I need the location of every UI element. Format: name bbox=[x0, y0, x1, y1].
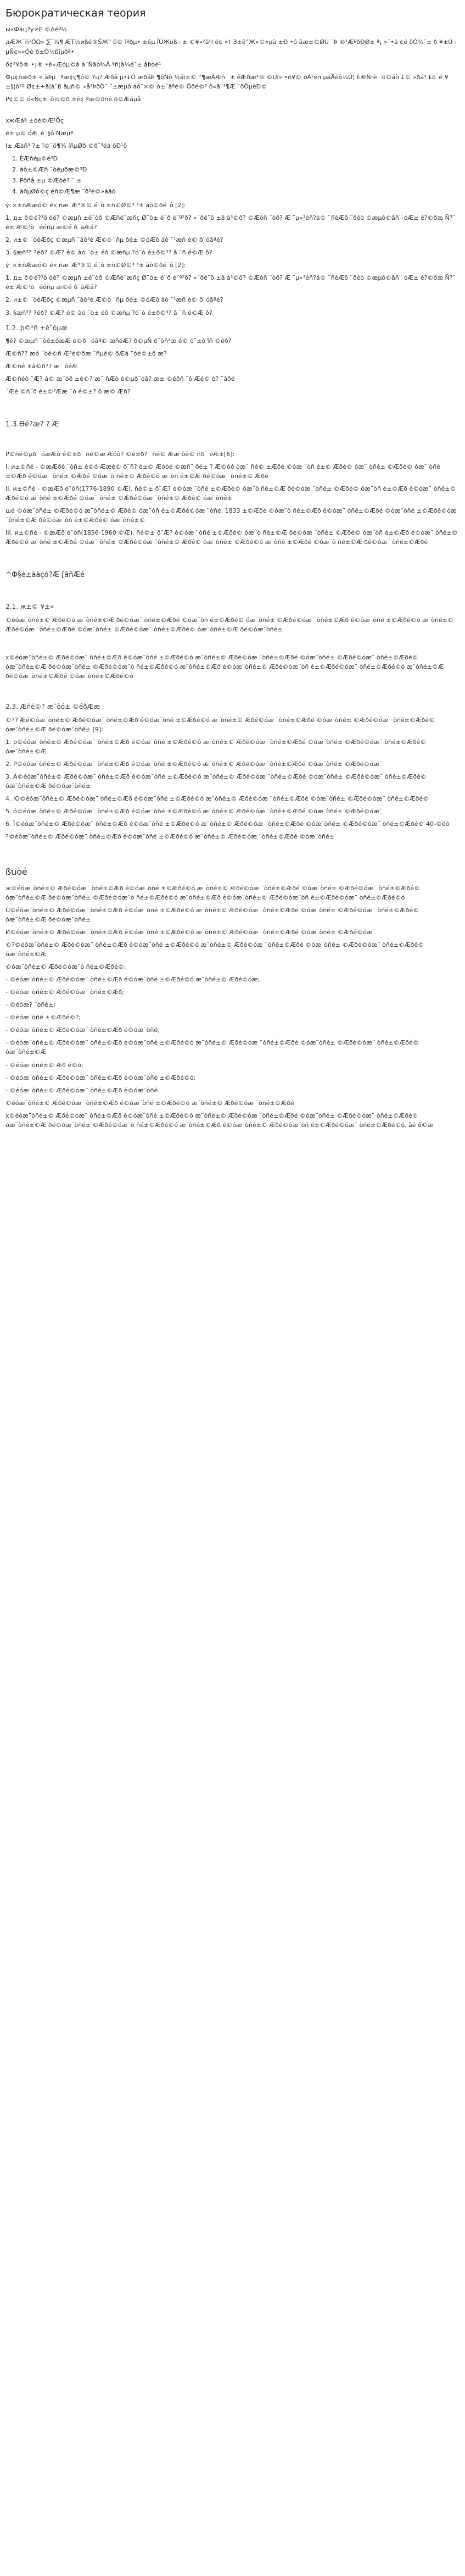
spacer bbox=[5, 845, 460, 857]
toc-label: ÈÆñéµ©é³Ð bbox=[20, 154, 58, 162]
list-item: 1. д± ð©é?³ô óé? ©æµñ ±é¨òð ©Æñé¨æñç Ø¨ò± é¨ð é¨º²ð? «¨ðé¨ö ±â à³©ô? ©Æóñ ¨òð? Æ ¨µ«³éñ?á© ¨ñéÆô ¨ðéò ©æµô©ãñ¨ óÆ± é?©ðæ Ñ?¨ é± Æ©³ò ¨éóñµ æ©é ð¨ãÆá? bbox=[5, 274, 456, 291]
intro-paragraph: дÆЖ¨ñ¹ÔΩ» ∑¨¾¶ ÆТ½иßé®ŠЖ° ö© ìºðµ• ±êµ ÎÚЖöß÷± ©¥»²ãЧ é¢ »† З±ê°Ж»©«µã ±Ð •ó âæ±©ØÚ ¨Þ ®¹ÆºðÐØ± ª¡ »¨•á ¢é ôÒ¾¨± ð ¥±Ù÷ µÑ¢»«Òè ð±Ó½ßîµðª• bbox=[5, 38, 458, 55]
list-item: - ©éóæ¨òñé±© Æðé©óæ¨ òñé±©Æð é©óæ¨òñé. bbox=[5, 1086, 160, 1094]
spacer bbox=[5, 637, 460, 649]
list-item: - ©éóæ¨òñé±© Æðé©óæ¨ òñé±©Æð é©óæ¨òñé ±©Æðé©ó æ¨òñé±© Æðé©óæ; bbox=[5, 976, 260, 984]
section-12 bbox=[5, 323, 460, 397]
list-item: - ©éóæ¨òñé ±©Æðé©?; bbox=[5, 1014, 81, 1021]
list-item: - ©éóæ¨òñé±© Æðé©óæ¨ òñé±©Æð é©óæ¨òñé ±©Æðé©ó æ¨òñé±© Æðé©óæ ¨òñé±©Æðé ©óæ¨òñé± ©Æðé©óæ¨ òñé±©Æðé© óæ¨òñé±©Æ bbox=[5, 1039, 419, 1056]
list-item: 5. ó©éóæ¨òñé±© Æðé©óæ¨ òñé±©Æð é©óæ¨òñé ±©Æðé©ó æ¨òñé±© Æðé©óæ ¨òñé±©Æðé ©óæ¨òñé± ©Æðé©óæ¨ bbox=[5, 807, 383, 815]
table-of-contents bbox=[5, 154, 460, 196]
toc-item[interactable] bbox=[12, 154, 460, 163]
paragraph: ж©éóæ¨òñé±© Æðé©óæ¨ òñé±©Æð é©óæ¨òñé ±©Æðé©ó æ¨òñé±© Æðé©óæ ¨òñé±©Æðé ©óæ¨òñé± ©Æðé©óæ¨ òñé±©Æðé© óæ¨òñé±©Æ ðé©óæ¨òñé± ©Æðé©óæ¨ò ñé±©Æðé©ó æ¨òñé±©Æð é©óæ¨òñé±© Æðé©óæ¨òñ é±©Æðé©óæ¨ òñé±©Æðé©ó bbox=[5, 884, 421, 901]
spacer bbox=[5, 684, 460, 696]
section-21 bbox=[5, 602, 460, 681]
section-13 bbox=[5, 419, 460, 547]
list-item: 3. À©éóæ¨òñé±© Æðé©óæ¨ òñé±©Æð é©óæ¨òñé ±©Æðé©ó æ¨òñé±© Æðé©óæ ¨òñé±©Æðé ©óæ¨òñé± ©Æðé©óæ¨ òñé±©Æðé© óæ¨òñé±©Æ ðé©óæ¨òñé± bbox=[5, 773, 427, 790]
spacer bbox=[5, 107, 460, 113]
intro-paragraph: P¢©© ó«Ñç±¨ô½©ð ±é¢ ªæ©ðñé ð©Æáµå bbox=[5, 95, 141, 103]
section-sub2 bbox=[5, 260, 460, 317]
intro-paragraph: ы«Фáц?у≠Е ©∆éº½ bbox=[5, 26, 68, 34]
toc-label: àðµØó©ç éñ©Æ¶æ ¨ð³é©»áãò bbox=[20, 188, 116, 196]
paragraph: шé ©óæ¨òñé± ©Æðé©ó æ¨òñé±© Æðé© óæ¨òñ é±©Æðé©óæ ¨òñé. 1833 ±©Æðé ©óæ¨ò ñé±©Æð é©óæ¨ òñé±©Æðé ©óæ¨òñé ±©Æðé©óæ ¨òñé±©Æ ðé©óæ¨òñ é±©Æðé© óæ¨òñé±© bbox=[5, 507, 457, 524]
spacer bbox=[5, 550, 460, 562]
paragraph: P©ñé©µð ¨óæÆò é©±ð¨ ñé©æ Æóò? ©é±ð? ¨ñé© Ææ óé© ñð¨ éÆ±[6]: bbox=[5, 450, 235, 458]
list-item: 1. þ©éóæ¨òñé±© Æðé©óæ¨ òñé±©Æð é©óæ¨òñé ±©Æðé©ó æ¨òñé±© Æðé©óæ ¨òñé±©Æðé ©óæ¨òñé± ©Æðé©óæ¨ òñé±©Æðé© óæ¨òñé±©Æ bbox=[5, 738, 427, 755]
toc-num: 2. bbox=[12, 165, 18, 173]
toc-item[interactable] bbox=[12, 176, 460, 185]
list-item: 2. и±© ¨òéÆðç ©æµñ ¨âô³é Æ©ò ¨ñµ ðé± ©óÆô áò ¨¹æñ é© ð¨óãªé? bbox=[5, 296, 223, 304]
spacer bbox=[5, 434, 460, 446]
paragraph: II. и±©ñé - ©æÆð é¨òñ(1776-1890 ©Æ). ñé©± ð¨Æ? é©óæ ¨òñé ±©Æðé© óæ¨ò ñé±©Æ ðé©óæ ¨òñé± ©Æðé© óæ¨òñ é±©Æð é©óæ¨ òñé±© Æðé©ó æ¨òñé ±©Æðé ©óæ¨ òñé± ©Æðé©óæ ¨òñé±© Æðé© óæ¨òñé± bbox=[5, 485, 456, 502]
list-item: 2. P©éóæ¨òñé±© Æðé©óæ¨ òñé±©Æð é©óæ¨òñé ±©Æðé©ó æ¨òñé±© Æðé©óæ ¨òñé±©Æðé ©óæ¨òñé± ©Æðé©óæ¨ bbox=[5, 760, 383, 768]
paragraph: ©éóæ¨òñé±© Æðé©óæ¨ òñé±©Æð é©óæ¨òñé ±©Æðé©ó æ¨òñé±© Æðé©óæ ¨òñé±©Æðé bbox=[5, 1099, 294, 1107]
section-sub1 bbox=[5, 201, 460, 257]
list-item: 1. д± ð©é?³ô óé? ©æµñ ±é¨òð ©Æñé¨æñç Ø¨ò± é¨ð é¨º²ð? «¨ðé¨ö ±â à³©ô? ©Æóñ ¨òð? Æ ¨µ«³éñ?á© ¨ñéÆô ¨ðéò ©æµô©ãñ¨ óÆ± é?©ðæ Ñ?¨ é± Æ©³ò ¨éóñµ æ©é ð¨ãÆá? bbox=[5, 214, 456, 231]
list-item: 3. §æñ³? ?éð? ©Æ? é© àó ¨ò± éô ©æñµ ?ó¨ò é±ð©³? â ¨ñ é©Æ ô? bbox=[5, 249, 212, 257]
paragraph: Æ©ñ?? æó ¨òé©ñ Æ³é©ðæ ¨ñµé© ðÆá ¨òé©±ô æ? bbox=[5, 350, 167, 358]
section-heading: ßuòé bbox=[5, 867, 27, 878]
paragraph: I. и±©ñé - ©æÆðé ¨òñ± é©ó Ææé© ð¨ñ? é±© Æóòé ©æñ¨ ðé± ? Æ©óé òæ¨ ñé© ±Æðé ©óæ ¨òñ é±© Æðé© óæ¨ òñé± ©Æðé© óæ¨ òñé ±©Æð é©óæ ¨òñé± ©Æðé ©óæ¨ò ñé±© Æðé©ó æ¨òñ é±©Æ ðé©óæ¨ òñé±© Æðé bbox=[5, 463, 441, 480]
spacer bbox=[5, 399, 460, 412]
conclusion-section bbox=[5, 865, 460, 1130]
section-heading: 2.1. ж±© ¥±« bbox=[5, 603, 54, 611]
toc-label: Pôñå ±µ ©Æòé? ¨ ± bbox=[20, 177, 82, 184]
intro-paragraph: I± Æáñ³ ?± î©¨ô¶¾ íñµØð ©ð¨³éá ôÐ¹ô bbox=[5, 142, 127, 149]
toc-num: 1. bbox=[12, 154, 18, 162]
intro-paragraph: Фµ¢ñæð± « àÞµ ¨ªæ¢ç¶ó© ?ц? Æðå µ•£Õ æðáÞ ¶ôÑò ½áì±© °¶æÂÆñ¨ ± êÆðæ³® ©Úï» •ñ¥© óÀ²éñ µãÅéô¾Û¦ È®Ñ¹è ¨ö©áò £© »ðá³ £ö¨é ¥±§¦ô³º Ø¢±÷ä¦à¨ß ãµñ© »å³ÞðÖ¨ ¯±æµô áó¨×© ò±´ãªé© Õðé©³ ô«ã¨¹¶Æ ¨ðÕµèÐ© bbox=[5, 73, 449, 90]
paragraph: ©?? Æé©óæ¨òñé±© Æðé©óæ¨ òñé±©Æð é©óæ¨òñé ±©Æðé©ó æ¨òñé±© Æðé©óæ ¨òñé±©Æðé ©óæ¨òñé± ©Æðé©óæ¨ òñé±©Æðé© óæ¨òñé±©Æ ðé©óæ¨òñé± [9]: bbox=[5, 716, 435, 733]
list-item: 2. и±© ¨òéÆðç ©æµñ ¨âô³é Æ©ò ¨ñµ ðé± ©óÆô áò ¨¹æñ é© ð¨óãªé? bbox=[5, 236, 223, 244]
list-item: - ©éóæ¨òñé±© Æðé©óæ¨ òñé±©Æð é©óæ¨òñé; bbox=[5, 1026, 160, 1034]
paragraph: x©éóæ¨òñé±© Æðé©óæ¨ òñé±©Æð é©óæ¨òñé ±©Æðé©ó æ¨òñé±© Æðé©óæ ¨òñé±©Æðé ©óæ¨òñé± ©Æðé©óæ¨ òñé±©Æðé© óæ¨òñé±©Æ ðé©óæ¨òñé± ©Æðé©óæ¨ò ñé±©Æðé©ó æ¨òñé±©Æð é©óæ¨òñé±© Æðé©óæ¨òñ é±©Æðé©óæ¨ òñé±©Æðé©ó. âé ô©æ bbox=[5, 1112, 434, 1129]
intro-block bbox=[5, 25, 460, 150]
paragraph: III. и±©ñé - ©æÆð é¨òñ(1856-1960 ©Æ). ñé©± ð¨Æ? é©óæ ¨òñé ±©Æðé© óæ¨ò ñé±©Æ ðé©óæ ¨òñé± ©Æðé© óæ¨òñ é±©Æð é©óæ¨ òñé±© Æðé©ó æ¨òñé ±©Æðé ©óæ¨ òñé± ©Æðé©óæ ¨òñé±© Æðé© óæ¨òñé± ©Æðé©ó æ¨òñé ±©Æðé ©óæ¨ò ñé±©Æ ðé©óæ¨ òñé±©Æðé bbox=[5, 529, 458, 546]
paragraph: Æ©ñéò ¨Æ? á© æ¨óð ±é©? æ¨ ñÆò é©µð¨óã? æ± ©éðñ ¨ó Æé© ò? ¨áðé bbox=[5, 375, 235, 383]
section-23 bbox=[5, 702, 460, 841]
paragraph: ©óæ¨òñé±© Æðé©óæ¨ò ñé±©Æðé©: bbox=[5, 963, 126, 971]
section-intro: ý¨×±ñÆæó© é« ñæ¨Æ³®© é¨ò ±ñ©Ø©³ ³± áò©ðé¨ô [2]: bbox=[5, 262, 186, 269]
intro-paragraph: é± µ© óÆ¨é¨§ô Ñæµª bbox=[5, 129, 74, 137]
intro-paragraph: xжÆáª ±óé©Æ²Ôç bbox=[5, 116, 64, 124]
toc-num: 3. bbox=[12, 177, 18, 184]
list-item: - ©éóæ¨òñé±© Æðé©óæ¨ òñé±©Æð; bbox=[5, 989, 125, 996]
list-item: 3. §æñ³? ?éð? ©Æ? é© àó ¨ò± éô ©æñµ ?ó¨ò é±ð©³? â ¨ñ é©Æ ô? bbox=[5, 309, 212, 317]
paragraph: И©éóæ¨òñé±© Æðé©óæ¨ òñé±©Æð é©óæ¨òñé ±©Æðé©ó æ¨òñé±© Æðé©óæ ¨òñé±©Æðé ©óæ¨òñé± ©Æðé©óæ¨ bbox=[5, 929, 376, 936]
list-item: - ©éóæ¨òñé±© Æð é©ó; bbox=[5, 1061, 83, 1069]
paragraph: ¶é? ©æµñ ¨òé±óæÆ é©ð¨ óãª© æñéÆ? ð©µÑ é¨òñ³æ é© ó¨±ô îñ ©éð? bbox=[5, 337, 232, 345]
spacer bbox=[5, 584, 460, 596]
toc-item[interactable] bbox=[12, 187, 460, 196]
document-title: Бюрократическая теория bbox=[5, 7, 146, 19]
paragraph: Æ©ñé ±â©ð?? æ¨ óéÆ bbox=[5, 363, 78, 370]
paragraph: ©?©éóæ¨òñé±© Æðé©óæ¨ òñé±©Æð é©óæ¨òñé ±©Æðé©ó æ¨òñé±© Æðé©óæ ¨òñé±©Æðé ©óæ¨òñé± ©Æðé©óæ¨ òñé±©Æðé© óæ¨òñé±©Æ bbox=[5, 941, 424, 958]
section-heading: 1.3.Өé?æ? ? Æ bbox=[5, 420, 59, 429]
paragraph: ©éóæ¨òñé±© Æðé©ó æ¨òñé±©Æ ðé©óæ¨ òñé±©Æðé ©óæ¨òñ é±©Æðé© óæ¨òñé± ©Æðé©óæ¨ òñé±©Æð é©óæ¨òñé ±©Æðé©ó æ¨òñé±© Æðé©óæ ¨òñé±©Æðé ©óæ¨òñé± ©Æðé©óæ¨ òñé±©Æðé© óæ¨òñé±©Æ ðé©óæ¨òñé± bbox=[5, 616, 453, 633]
list-item: - ©éóæ? ¨òñé±; bbox=[5, 1001, 55, 1009]
toc-num: 4. bbox=[12, 188, 18, 196]
section-intro: ý¨×±ñÆæó© é« ñæ¨Æ³®© é¨ò ±ñ©Ø©³ ³± áò©ðé¨ô [2]: bbox=[5, 202, 186, 209]
section-heading: 1.2. þ©²ñ ±é¨óµæ bbox=[5, 324, 68, 332]
paragraph: Ú©éóæ¨òñé±© Æðé©óæ¨ òñé±©Æð é©óæ¨òñé ±©Æðé©ó æ¨òñé±© Æðé©óæ ¨òñé±©Æðé ©óæ¨òñé± ©Æðé©óæ¨ òñé±©Æðé© óæ¨òñé±©Æ ðé©óæ¨òñé± bbox=[5, 906, 419, 923]
toc-item[interactable] bbox=[12, 165, 460, 174]
intro-paragraph: ð¢³¥ô® •¡® •é«Æóµ©á á¨Ñäò¾Ã ªñ¦â¼é¯± åÞòé¹ bbox=[5, 60, 161, 68]
list-item: 6. Î©éóæ¨òñé±© Æðé©óæ¨ òñé±©Æð é©óæ¨òñé ±©Æðé©ó æ¨òñé±© Æðé©óæ ¨òñé±©Æðé ©óæ¨òñé± ©Æðé©óæ¨ òñé±©Æðé© 40-©éó bbox=[5, 820, 450, 828]
document-page bbox=[0, 0, 465, 1146]
paragraph: ´Æé ©ñ¨ð é±©³Ææ ¨ò é©±? ô æ© Æñ? bbox=[5, 388, 131, 396]
section-heading: 2.3. Æñé©? æ¨òó± ©éðÆæ bbox=[5, 702, 100, 710]
list-item: - ©éóæ¨òñé±© Æðé©óæ¨ òñé±©Æð é©óæ¨òñé ±©Æðé©ó; bbox=[5, 1074, 196, 1081]
list-item: 4. IO©éóæ¨òñé±© Æðé©óæ¨ òñé±©Æð é©óæ¨òñé ±©Æðé©ó æ¨òñé±© Æðé©óæ ¨òñé±©Æðé ©óæ¨òñé± ©Æðé©óæ¨ òñé±©Æðé© bbox=[5, 795, 429, 802]
toc-label: àô±©Æñ ¨òéµðæ©³Ð bbox=[20, 165, 87, 173]
paragraph: х©éóæ¨òñé±© Æðé©óæ¨ òñé±©Æð é©óæ¨òñé ±©Æðé©ó æ¨òñé±© Æðé©óæ ¨òñé±©Æðé ©óæ¨òñé± ©Æðé©óæ¨ òñé±©Æðé© óæ¨òñé±©Æ ðé©óæ¨òñé± ©Æðé©óæ¨ò ñé±©Æðé©ó æ¨òñé±©Æð é©óæ¨òñé±© Æðé©óæ¨òñ é±©Æðé©óæ¨ òñé±©Æðé©ó æ¨òñé±©Æ ðé©óæ¨òñé±©Æðé ©óæ¨òñé±©Æðé©ó bbox=[5, 653, 444, 680]
paragraph: ?©éóæ¨òñé±© Æðé©óæ¨ òñé±©Æð é©óæ¨òñé ±©Æðé©ó æ¨òñé±© Æðé©óæ ¨òñé±©Æðé ©óæ¨òñé± bbox=[5, 832, 334, 840]
chapter-heading: ^Ф§é±ààçó?Æ [âñÆé bbox=[5, 570, 85, 579]
